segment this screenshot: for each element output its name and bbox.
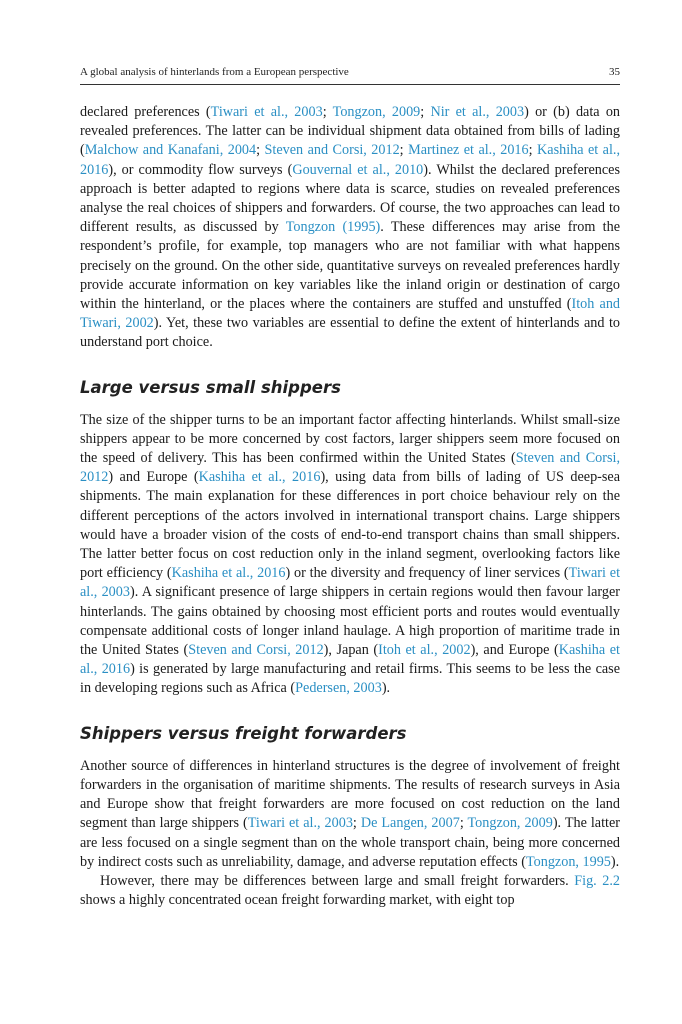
text-run: However, there may be differences between large and small freight forwarders. [100, 872, 575, 889]
text-run: ), and Europe ( [470, 642, 559, 659]
text-run: ), or commodity flow surveys ( [108, 161, 293, 178]
text-run: Another source of differences in hinterland structures is the degree of involvement of freight forwarders in the organisation of maritime shipments. The results of research surveys in Asia and Europe show that freight forwarders are more focused on cost reduction on the land segment than large shippers ( [80, 757, 620, 832]
running-title: A global analysis of hinterlands from a European perspective [80, 66, 349, 78]
text-run: ). [381, 680, 391, 697]
paragraph-shipper-size [80, 411, 620, 699]
citation-link[interactable]: Tiwari et al., 2003 [210, 104, 323, 120]
text-run: ), Japan ( [323, 642, 379, 659]
citation-link[interactable]: Tongzon, 2009 [332, 104, 421, 120]
text-run: ; [352, 815, 361, 832]
citation-link[interactable]: Tiwari et al., 2003 [247, 815, 353, 832]
text-run: ; [322, 104, 333, 120]
citation-link[interactable]: Itoh et al., 2002 [378, 642, 471, 659]
section-heading-large-small-shippers: Large versus small shippers [80, 377, 341, 397]
text-run: ). Yet, these two variables are essential to define the extent of hinterlands and to understand port choice. [80, 315, 620, 351]
text-run: . These differences may arise from the respondent’s profile, for example, top managers who are not familiar with what happens precisely on the ground. On the other side, quantitative surveys on revealed preferences hardly provide accurate information on key variables like the inland origin or destination of cargo within the hinterland, or the places where the containers are stuffed and unstuffed ( [80, 219, 620, 313]
running-header [80, 66, 620, 78]
text-run: shows a highly concentrated ocean freight forwarding market, with eight top [80, 892, 515, 909]
citation-link[interactable]: Steven and Corsi, 2012 [264, 142, 400, 159]
text-run: ; [420, 104, 431, 120]
text-run: declared preferences ( [80, 104, 211, 120]
citation-link[interactable]: Martinez et al., 2016 [408, 142, 529, 159]
citation-link[interactable]: Tongzon, 1995 [525, 853, 611, 870]
text-run: ; [256, 142, 265, 159]
citation-link[interactable]: Nir et al., 2003 [430, 104, 525, 120]
section-heading-shippers-forwarders: Shippers versus freight forwarders [80, 723, 407, 743]
citation-link[interactable]: Kashiha et al., 2016 [171, 565, 286, 582]
text-run: ). A significant presence of large shippers in certain regions would then favour larger hinterlands. The gains obtained by choosing most efficient ports and routes would eventually compensate additional costs of longer inland haulage. A high proportion of maritime trade in the United States ( [80, 584, 620, 659]
citation-link[interactable]: Kashiha et al., 2016 [80, 642, 620, 678]
citation-link[interactable]: Steven and Corsi, 2012 [80, 450, 621, 486]
text-run: ) is generated by large manufacturing and retail firms. This seems to be less the case in developing regions such as Africa ( [80, 661, 620, 697]
text-run: ). The latter are less focused on a single segment than on the whole transport chain, being more concerned by indirect costs such as unreliability, damage, and adverse reputation effects ( [80, 815, 620, 870]
citation-link[interactable]: Tiwari et al., 2003 [80, 565, 621, 601]
main-text [80, 103, 620, 910]
citation-link[interactable]: Malchow and Kanafani, 2004 [84, 142, 257, 159]
text-run: ) or the diversity and frequency of liner services ( [285, 565, 569, 582]
text-run: ; [399, 142, 409, 159]
figure-reference-link[interactable]: Fig. 2.2 [574, 872, 620, 889]
header-rule [80, 84, 620, 85]
citation-link[interactable]: Itoh and Tiwari, 2002 [80, 296, 621, 332]
text-run: ) or (b) data on revealed preferences. The latter can be individual shipment data obtained from bills of lading ( [80, 104, 621, 159]
citation-link[interactable]: Steven and Corsi, 2012 [188, 642, 324, 659]
paragraph-forwarder-size [80, 872, 620, 910]
citation-link[interactable]: Gouvernal et al., 2010 [292, 161, 424, 178]
text-run: ; [459, 815, 468, 832]
text-run: The size of the shipper turns to be an important factor affecting hinterlands. Whilst small-size shippers appear to be more concerned by cost factors, larger shippers seem more focused on the speed of delivery. This has been confirmed within the United States ( [80, 411, 620, 467]
citation-link[interactable]: Kashiha et al., 2016 [198, 469, 321, 486]
citation-link[interactable]: Tongzon (1995) [285, 219, 381, 236]
citation-link[interactable]: De Langen, 2007 [360, 815, 460, 832]
citation-link[interactable]: Pedersen, 2003 [295, 680, 382, 697]
text-run: ; [528, 142, 538, 159]
text-run: ). [610, 853, 620, 870]
paragraph-preferences [80, 103, 620, 353]
text-run: ). Whilst the declared preferences approach is better adapted to regions where data is scarce, studies on revealed preferences analyse the real choices of shippers and forwarders. Of course, the two approaches can lead to different results, as discussed by [80, 161, 621, 236]
text-run: ), using data from bills of lading of US deep-sea shipments. The main explanation for these differences in port choice behaviour rely on the different perceptions of the actors involved in international transport chains. Large shippers would have a broader vision of the costs of end-to-end transport chains than small shippers. The latter better focus on cost reduction only in the inland segment, overlooking factors like port efficiency ( [80, 469, 621, 582]
text-run: ) and Europe ( [108, 469, 199, 486]
citation-link[interactable]: Kashiha et al., 2016 [80, 142, 621, 178]
page-number: 35 [609, 66, 620, 78]
paragraph-forwarders-involvement [80, 757, 620, 872]
citation-link[interactable]: Tongzon, 2009 [467, 815, 553, 832]
